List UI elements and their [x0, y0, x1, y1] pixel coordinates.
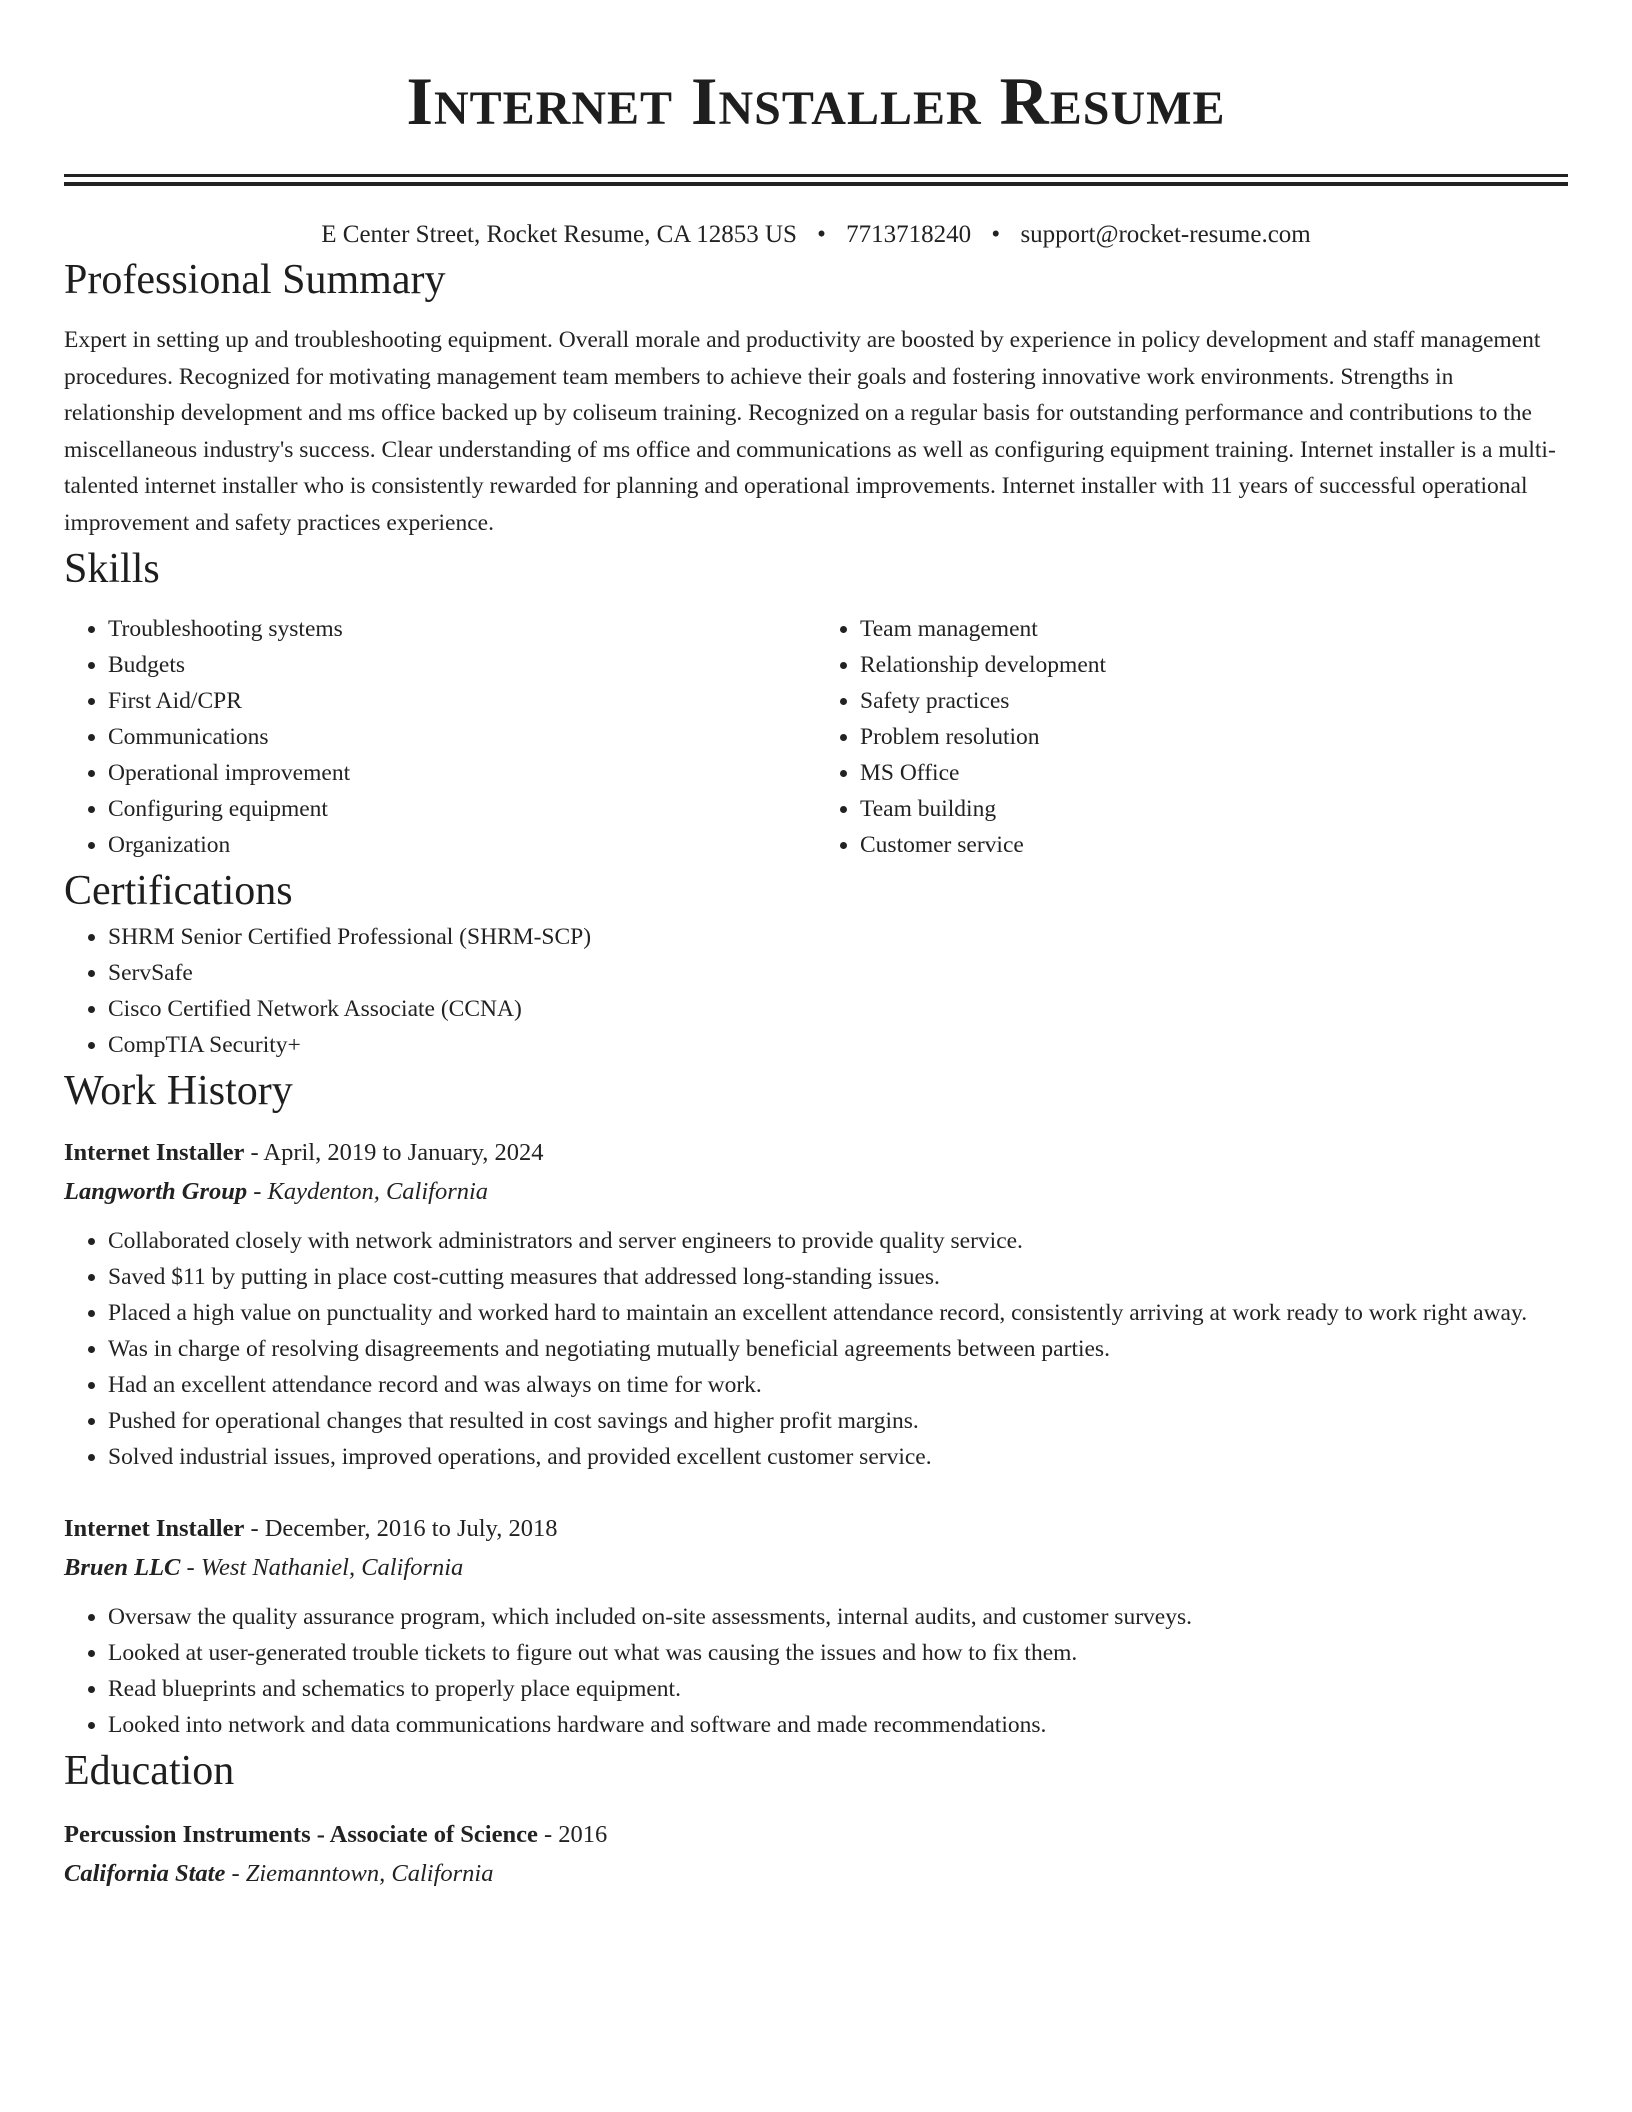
skill-item: • Troubleshooting systems — [108, 611, 816, 647]
certifications-heading: Certifications — [64, 868, 293, 914]
job-bullet: • Oversaw the quality assurance program, which included on-site assessments, internal audits, and customer surveys. — [108, 1599, 1568, 1635]
job-bullets — [64, 1223, 1568, 1475]
certification-item: • Cisco Certified Network Associate (CCNA) — [108, 991, 1568, 1027]
skill-item: • Organization — [108, 827, 816, 863]
skills-columns — [64, 611, 1568, 863]
contact-line — [64, 218, 1568, 252]
education-heading: Education — [64, 1748, 235, 1794]
job-bullet: • Was in charge of resolving disagreements and negotiating mutually beneficial agreements between parties. — [108, 1331, 1568, 1367]
certification-item: • SHRM Senior Certified Professional (SHRM-SCP) — [108, 919, 1568, 955]
skill-item: • Relationship development — [860, 647, 1568, 683]
certification-item: • ServSafe — [108, 955, 1568, 991]
contact-separator: • — [991, 221, 1001, 248]
contact-separator: • — [817, 221, 826, 248]
education-degree-line — [64, 1815, 1568, 1855]
education-location: - Ziemanntown, California — [225, 1860, 494, 1887]
job-entry — [64, 1509, 1568, 1743]
job-bullet: • Collaborated closely with network administrators and server engineers to provide quality service. — [108, 1223, 1568, 1259]
title-divider — [64, 174, 1568, 186]
job-company-line — [64, 1549, 1568, 1587]
skill-item: • Communications — [108, 719, 816, 755]
contact-phone: 7713718240 — [846, 221, 972, 248]
education-school: California State — [64, 1860, 226, 1887]
job-dates: - December, 2016 to July, 2018 — [244, 1515, 558, 1542]
job-bullet: • Looked into network and data communications hardware and software and made recommendations. — [108, 1707, 1568, 1743]
job-location: - West Nathaniel, California — [180, 1554, 464, 1581]
skills-list-left — [64, 611, 816, 863]
skill-item: • First Aid/CPR — [108, 683, 816, 719]
skill-item: • Operational improvement — [108, 755, 816, 791]
skill-item: • Team management — [860, 611, 1568, 647]
job-title: Internet Installer — [64, 1515, 245, 1542]
job-company: Langworth Group — [64, 1178, 248, 1205]
contact-email: support@rocket-resume.com — [1020, 221, 1311, 248]
job-title-line — [64, 1133, 1568, 1173]
job-bullet: • Pushed for operational changes that resulted in cost savings and higher profit margins. — [108, 1403, 1568, 1439]
job-location: - Kaydenton, California — [247, 1178, 489, 1205]
certification-item: • CompTIA Security+ — [108, 1027, 1568, 1063]
education-year: - 2016 — [537, 1821, 608, 1848]
job-bullet: • Read blueprints and schematics to properly place equipment. — [108, 1671, 1568, 1707]
job-title: Internet Installer — [64, 1139, 245, 1166]
skill-item: • Problem resolution — [860, 719, 1568, 755]
skill-item: • Budgets — [108, 647, 816, 683]
job-bullet: • Solved industrial issues, improved operations, and provided excellent customer service. — [108, 1439, 1568, 1475]
job-entry — [64, 1133, 1568, 1475]
education-school-line — [64, 1855, 1568, 1893]
skills-heading: Skills — [64, 546, 160, 592]
job-bullet: • Looked at user-generated trouble tickets to figure out what was causing the issues and how to fix them. — [108, 1635, 1568, 1671]
job-bullet: • Placed a high value on punctuality and worked hard to maintain an excellent attendance record, consistently arriving at work ready to work right away. — [108, 1295, 1568, 1331]
job-bullet: • Saved $11 by putting in place cost-cutting measures that addressed long-standing issues. — [108, 1259, 1568, 1295]
contact-address: E Center Street, Rocket Resume, CA 12853 US — [321, 221, 797, 248]
job-title-line — [64, 1509, 1568, 1549]
job-bullets — [64, 1599, 1568, 1743]
skill-item: • Configuring equipment — [108, 791, 816, 827]
resume-title: Internet Installer Resume — [406, 63, 1226, 139]
education-degree: Percussion Instruments - Associate of Science — [64, 1821, 538, 1848]
skill-item: • Team building — [860, 791, 1568, 827]
certifications-list — [64, 919, 1568, 1063]
summary-heading: Professional Summary — [64, 257, 446, 303]
summary-text: Expert in setting up and troubleshooting equipment. Overall morale and productivity are boosted by experience in policy development and staff management procedures. Recognized for motivating management team members to achieve their goals and fostering innovative work environments. Strengths in relationship development and ms office backed up by coliseum training. Recognized on a regular basis for outstanding performance and contributions to the miscellaneous industry's success. Clear understanding of ms office and communications as well as configuring equipment training. Internet installer is a multi-talented internet installer who is consistently rewarded for planning and operational improvements. Internet installer with 11 years of successful operational improvement and safety practices experience. — [64, 327, 1556, 536]
job-company-line — [64, 1173, 1568, 1211]
job-dates: - April, 2019 to January, 2024 — [244, 1139, 544, 1166]
job-company: Bruen LLC — [64, 1554, 181, 1581]
skills-list-right — [816, 611, 1568, 863]
job-bullet: • Had an excellent attendance record and was always on time for work. — [108, 1367, 1568, 1403]
skill-item: • MS Office — [860, 755, 1568, 791]
skill-item: • Safety practices — [860, 683, 1568, 719]
work-history-heading: Work History — [64, 1068, 293, 1114]
skill-item: • Customer service — [860, 827, 1568, 863]
